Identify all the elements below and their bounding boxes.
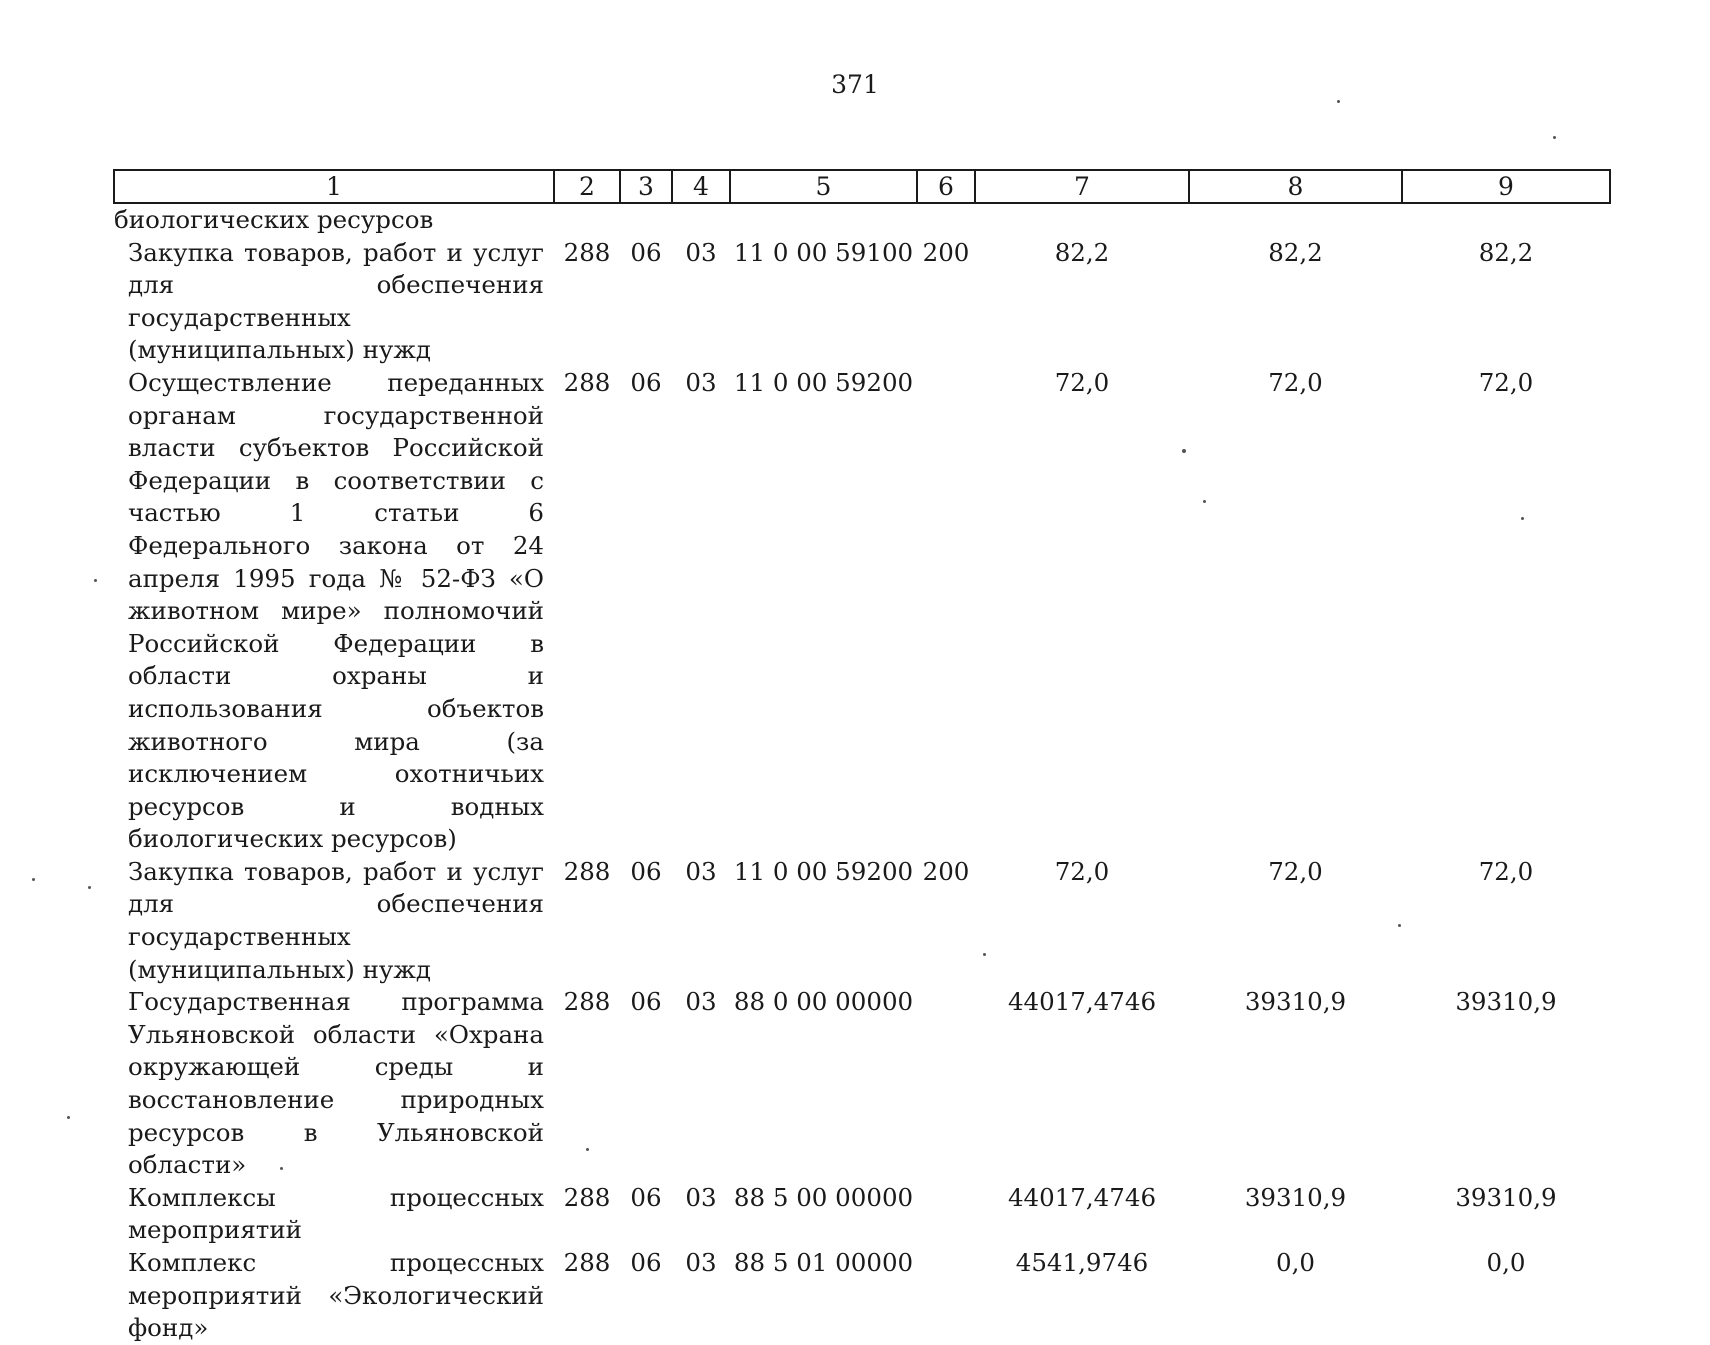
row-expense-type: 200 xyxy=(922,237,970,267)
row-target-code: 11 0 00 59100 xyxy=(733,237,914,267)
header-row xyxy=(114,170,1610,203)
table-row xyxy=(114,1247,1610,1345)
header-col-8: 8 xyxy=(1189,170,1402,203)
row-amount-col9 xyxy=(1402,203,1610,237)
row-ministry xyxy=(554,203,620,237)
row-section xyxy=(620,203,672,237)
scan-speck xyxy=(1521,517,1524,520)
scan-speck xyxy=(1337,100,1340,103)
row-ministry: 288 xyxy=(563,237,611,267)
row-subsection: 03 xyxy=(685,987,717,1017)
header-col-6: 6 xyxy=(917,170,975,203)
scan-speck xyxy=(32,878,35,881)
row-expense-type: 200 xyxy=(922,856,970,886)
row-section: 06 xyxy=(630,237,662,267)
row-amount-col8: 39310,9 xyxy=(1244,987,1347,1017)
row-name: биологических ресурсов xyxy=(114,205,434,234)
row-amount-col7 xyxy=(975,203,1189,237)
table-row xyxy=(114,237,1610,367)
row-amount-col9: 72,0 xyxy=(1478,856,1534,886)
header-col-7: 7 xyxy=(975,170,1189,203)
row-ministry: 288 xyxy=(563,987,611,1017)
table-row xyxy=(114,856,1610,986)
row-ministry: 288 xyxy=(563,1248,611,1277)
header-col-9: 9 xyxy=(1402,170,1610,203)
page-number: 371 xyxy=(831,70,879,99)
scan-speck xyxy=(1182,449,1186,453)
row-expense-type xyxy=(917,367,975,856)
row-target-code: 11 0 00 59200 xyxy=(733,856,914,886)
scan-speck xyxy=(1553,136,1556,139)
table-row xyxy=(114,203,1610,237)
row-name: Государственная программа Ульяновской области «Охрана окружающей среды и восстановление природных ресурсов в Ульяновской области» xyxy=(128,987,544,1180)
row-section: 06 xyxy=(630,856,662,886)
row-name: Комплекс процессных мероприятий «Экологический фонд» xyxy=(128,1248,544,1343)
row-section: 06 xyxy=(630,1182,662,1212)
row-name: Осуществление переданных органам государственной власти субъектов Российской Федерации в соответствии с частью 1 статьи 6 Федерального закона от 24 апреля 1995 года № 52-ФЗ «О животном мире» полномочий Российской Федерации в области охраны и использования объектов животного мира (за исключением охотничьих ресурсов и водных биологических ресурсов) xyxy=(128,367,544,854)
scan-speck xyxy=(94,579,97,582)
row-expense-type xyxy=(917,986,975,1182)
row-target-code: 88 5 01 00000 xyxy=(733,1248,914,1277)
header-col-5: 5 xyxy=(730,170,917,203)
scan-speck xyxy=(1203,500,1206,503)
row-amount-col9: 39310,9 xyxy=(1455,1182,1557,1212)
table-body xyxy=(114,203,1610,1345)
row-amount-col9: 39310,9 xyxy=(1455,987,1557,1017)
row-section: 06 xyxy=(630,367,662,397)
row-amount-col7: 44017,4746 xyxy=(1007,1182,1157,1212)
header-col-1: 1 xyxy=(114,170,554,203)
row-amount-col9: 0,0 xyxy=(1486,1248,1526,1277)
scan-speck xyxy=(1398,924,1401,927)
row-target-code: 11 0 00 59200 xyxy=(733,367,914,397)
row-amount-col9: 72,0 xyxy=(1478,367,1534,397)
row-subsection: 03 xyxy=(685,237,717,267)
row-subsection: 03 xyxy=(685,1248,717,1277)
row-amount-col7: 4541,9746 xyxy=(1015,1248,1149,1277)
row-target-code xyxy=(730,203,917,237)
budget-table xyxy=(113,169,1611,1345)
row-ministry: 288 xyxy=(563,856,611,886)
row-amount-col8 xyxy=(1189,203,1402,237)
row-name: Закупка товаров, работ и услуг для обеспечения государственных (муниципальных) нужд xyxy=(128,237,544,365)
header-col-4: 4 xyxy=(672,170,730,203)
row-target-code: 88 0 00 00000 xyxy=(733,987,914,1017)
row-amount-col8: 82,2 xyxy=(1268,237,1323,267)
row-amount-col7: 72,0 xyxy=(1054,856,1110,886)
row-section: 06 xyxy=(630,1248,662,1277)
table-row xyxy=(114,367,1610,856)
row-amount-col7: 82,2 xyxy=(1054,237,1110,267)
header-col-2: 2 xyxy=(554,170,620,203)
row-subsection xyxy=(672,203,730,237)
row-amount-col9: 82,2 xyxy=(1478,237,1534,267)
scan-speck xyxy=(67,1116,70,1119)
row-section: 06 xyxy=(630,987,662,1017)
scan-speck xyxy=(280,1167,283,1170)
row-subsection: 03 xyxy=(685,367,717,397)
row-amount-col8: 72,0 xyxy=(1268,367,1323,397)
table-header xyxy=(114,170,1610,203)
row-target-code: 88 5 00 00000 xyxy=(733,1182,914,1212)
row-amount-col8: 72,0 xyxy=(1268,856,1323,886)
row-amount-col8: 0,0 xyxy=(1276,1248,1315,1277)
scan-speck xyxy=(88,886,91,889)
row-ministry: 288 xyxy=(563,1182,611,1212)
header-col-3: 3 xyxy=(620,170,672,203)
row-subsection: 03 xyxy=(685,1182,717,1212)
row-amount-col7: 44017,4746 xyxy=(1007,987,1157,1017)
row-subsection: 03 xyxy=(685,856,717,886)
table-row xyxy=(114,986,1610,1182)
table-row xyxy=(114,1182,1610,1247)
scan-speck xyxy=(983,953,986,956)
row-ministry: 288 xyxy=(563,367,611,397)
row-amount-col8: 39310,9 xyxy=(1244,1182,1347,1212)
row-expense-type xyxy=(917,1247,975,1345)
row-name: Закупка товаров, работ и услуг для обеспечения государственных (муниципальных) нужд xyxy=(128,856,544,984)
scan-speck xyxy=(586,1148,589,1151)
row-name: Комплексы процессных мероприятий xyxy=(128,1182,544,1245)
row-expense-type xyxy=(917,203,975,237)
row-expense-type xyxy=(917,1182,975,1247)
row-amount-col7: 72,0 xyxy=(1054,367,1110,397)
